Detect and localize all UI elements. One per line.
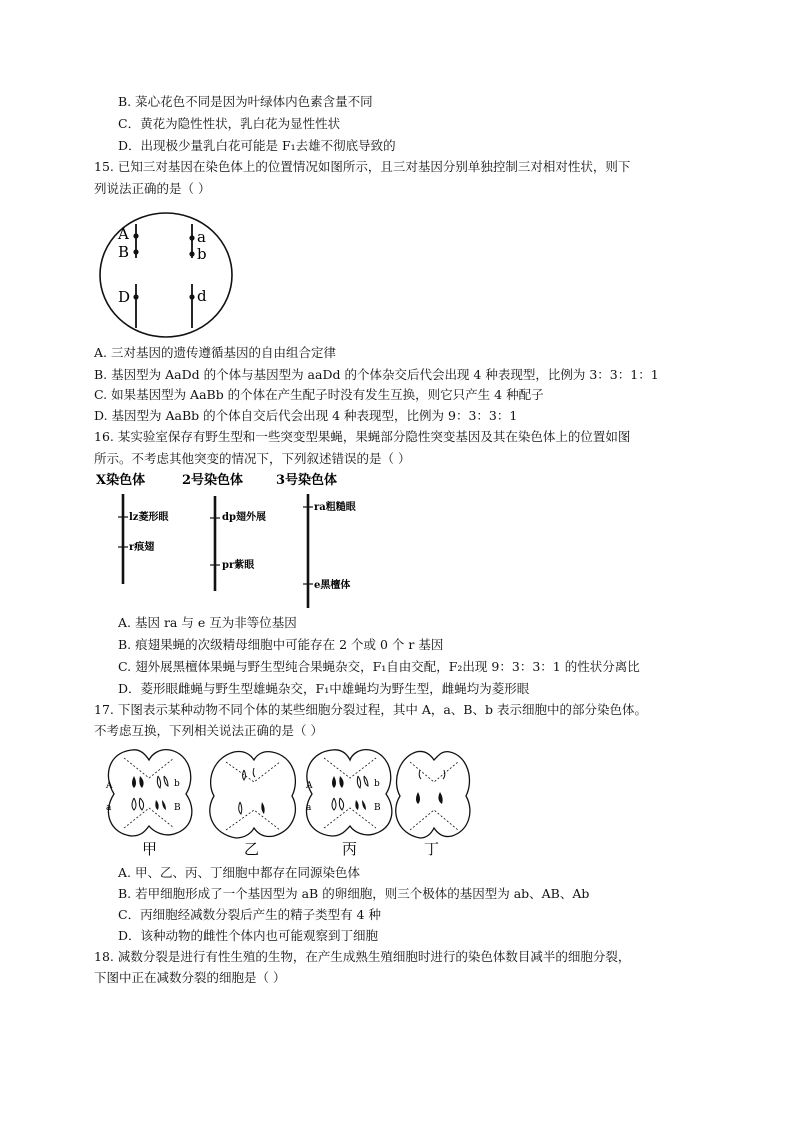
q18-stem-line1: 18. 减数分裂是进行有性生殖的生物，在产生成熟生殖细胞时进行的染色体数目减半的细胞分裂， <box>94 949 631 964</box>
gene-dp: dp翅外展 <box>222 512 266 523</box>
q17-stem-line2: 不考虑互换，下列相关说法正确的是（ ） <box>94 723 323 738</box>
q17-option-d: D．该种动物的雌性个体内也可能观察到丁细胞 <box>118 928 379 943</box>
chromosome-title-x: X染色体 <box>96 473 146 488</box>
q15-chromosome-figure <box>96 212 238 342</box>
q16-chromosome-map <box>90 470 390 610</box>
q16-stem-line2: 所示。不考虑其他突变的情况下，下列叙述错误的是（ ） <box>94 451 411 466</box>
svg-text:B: B <box>374 803 381 813</box>
q17-option-c: C．丙细胞经减数分裂后产生的精子类型有 4 种 <box>118 907 381 922</box>
locus-dot <box>133 294 138 299</box>
svg-text:A: A <box>106 781 113 791</box>
gene-label-B: B <box>118 243 130 261</box>
q15-option-c: C. 如果基因型为 AaBb 的个体在产生配子时没有发生互换，则它只产生 4 种配子 <box>94 387 544 402</box>
svg-text:a: a <box>106 803 112 813</box>
q17-option-b: B. 若甲细胞形成了一个基因型为 aB 的卵细胞，则三个极体的基因型为 ab、AB、Ab <box>118 886 590 901</box>
q15-stem-line2: 列说法正确的是（ ） <box>94 181 211 196</box>
chromosome-title-2: 2号染色体 <box>182 473 244 488</box>
locus-dot <box>133 249 138 254</box>
cell-ding <box>396 751 470 838</box>
q14-option-d: D．出现极少量乳白花可能是 F₁去雄不彻底导致的 <box>118 138 396 153</box>
cell-bing <box>305 750 392 836</box>
q15-option-b: B. 基因型为 AaDd 的个体与基因型为 aaDd 的个体杂交后代会出现 4 种表现型，比例为 3：3：1：1 <box>94 367 659 382</box>
q16-option-c: C. 翅外展黑檀体果蝇与野生型纯合果蝇杂交，F₁自由交配，F₂出现 9：3：3：1 的性状分离比 <box>118 659 640 674</box>
q15-option-a: A. 三对基因的遗传遵循基因的自由组合定律 <box>94 345 336 360</box>
gene-label-D: D <box>118 288 131 306</box>
svg-text:B: B <box>174 803 181 813</box>
cell-label-bing: 丙 <box>342 840 358 858</box>
locus-dot <box>189 251 194 256</box>
q16-option-d: D．菱形眼雌蝇与野生型雄蝇杂交，F₁中雄蝇均为野生型，雌蝇均为菱形眼 <box>118 681 530 696</box>
q18-stem-line2: 下图中正在减数分裂的细胞是（ ） <box>94 970 286 985</box>
svg-text:b: b <box>374 779 380 789</box>
locus-dot <box>189 294 194 299</box>
gene-label-A: A <box>118 225 129 243</box>
locus-dot <box>189 235 194 240</box>
gene-ra: ra粗糙眼 <box>314 502 356 513</box>
gene-label-d: d <box>197 287 207 305</box>
gene-label-b: b <box>197 245 207 263</box>
gene-r: r痕翅 <box>129 542 155 553</box>
gene-pr: pr紫眼 <box>222 560 255 571</box>
q15-stem-line1: 15. 已知三对基因在染色体上的位置情况如图所示，且三对基因分别单独控制三对相对性状，则下 <box>94 159 631 174</box>
q14-option-c: C．黄花为隐性性状，乳白花为显性性状 <box>118 116 341 131</box>
svg-text:b: b <box>174 779 180 789</box>
q17-option-a: A. 甲、乙、丙、丁细胞中都存在同源染色体 <box>118 865 360 880</box>
q16-option-a: A. 基因 ra 与 e 互为非等位基因 <box>118 615 297 630</box>
cell-label-jia: 甲 <box>142 840 158 858</box>
gene-e: e黑檀体 <box>314 580 351 591</box>
q16-option-b: B. 痕翅果蝇的次级精母细胞中可能存在 2 个或 0 个 r 基因 <box>118 637 444 652</box>
svg-text:A: A <box>306 781 313 791</box>
gene-lz: lz菱形眼 <box>129 512 169 523</box>
q15-option-d: D. 基因型为 AaBb 的个体自交后代会出现 4 种表现型，比例为 9：3：3：1 <box>94 408 518 423</box>
q17-cell-division-figure <box>94 740 474 858</box>
cell-jia <box>105 750 192 836</box>
svg-text:a: a <box>306 803 312 813</box>
cell-label-ding: 丁 <box>424 840 440 858</box>
cell-yi <box>210 751 296 838</box>
chromosome-title-3: 3号染色体 <box>276 473 338 488</box>
cell-label-yi: 乙 <box>244 840 260 858</box>
q14-option-b: B. 菜心花色不同是因为叶绿体内色素含量不同 <box>118 94 373 109</box>
gene-label-a: a <box>197 228 206 246</box>
locus-dot <box>133 233 138 238</box>
q16-stem-line1: 16. 某实验室保存有野生型和一些突变型果蝇，果蝇部分隐性突变基因及其在染色体上的位置如图 <box>94 429 631 444</box>
q17-stem-line1: 17. 下图表示某种动物不同个体的某些细胞分裂过程，其中 A，a、B、b 表示细胞中的部分染色体。 <box>94 702 647 717</box>
